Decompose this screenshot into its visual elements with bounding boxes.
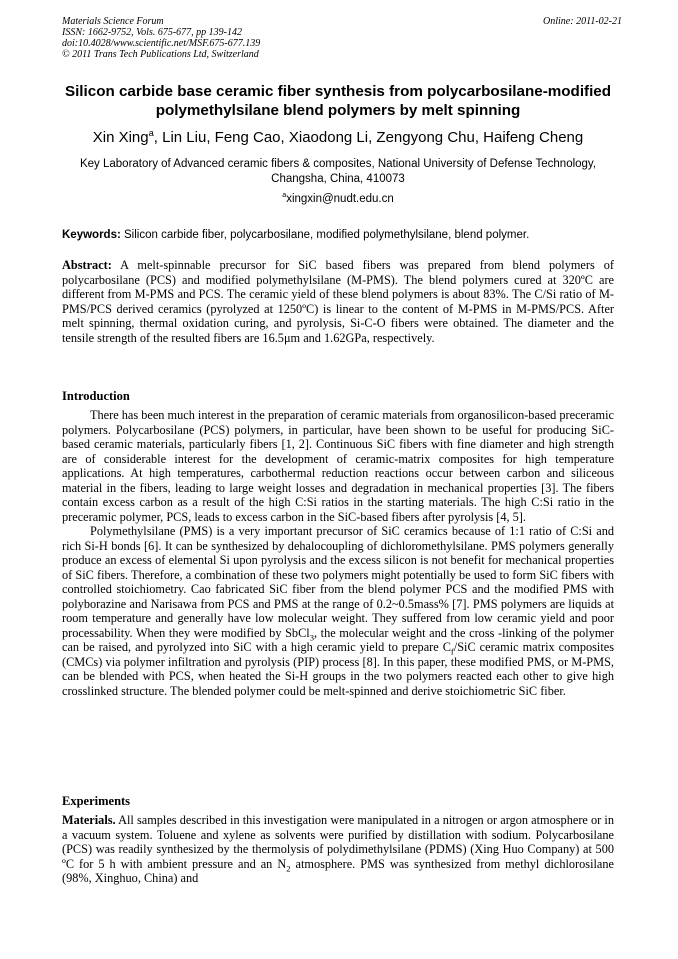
intro-paragraph-1: There has been much interest in the preparation of ceramic materials from organosilicon-based preceramic polymers. Polycarbosilane (PCS) polymers, in particular, have been shown to be useful for producing SiC-based ceramic materials, particularly fibers [1, 2]. Continuous SiC fibers with fine diameter and high strength are of considerable interest for the development of ceramic-matrix composites for high temperature applications. At high temperatures, carbothermal reduction reactions occur between carbon and siliceous material in the fibers, leading to large weight losses and degradation in mechanical properties [3]. The fibers contain excess carbon as a result of the high C:Si ratios in the starting materials. The high C:Si ratio in the preceramic polymer, PCS, leads to excess carbon in the SiC-based fibers after pyrolysis [4, 5]. [62, 408, 614, 524]
abstract-text: A melt-spinnable precursor for SiC based fibers was prepared from blend polymers of polycarbosilane (PCS) and modified polymethylsilane (M-PMS). The blend polymers cured at 320ºC are different from M-PMS and PCS. The ceramic yield of these blend polymers is about 83%. The C/Si ratio of M-PMS/PCS derived ceramics (pyrolyzed at 1250ºC) is linear to the content of M-PMS in M-PMS/PCS. After melt spinning, thermal oxidation curing, and pyrolysis, Si-C-O fibers were obtained. The diameter and the tensile strength of the resulted fibers are 16.5μm and 1.62GPa, respectively. [62, 258, 614, 345]
email-mark: a [282, 191, 287, 200]
intro-p2-sub-3: 3 [309, 631, 314, 642]
author-list [62, 128, 614, 148]
abstract-label: Abstract: [62, 258, 112, 272]
online-date: Online: 2011-02-21 [543, 16, 622, 27]
affiliation-mark: a [148, 128, 154, 138]
intro-p2-part-a: Polymethylsilane (PMS) is a very important precursor of SiC ceramics because of 1:1 ratio of C:Si and rich Si-H bonds [6]. It can be synthesized by dehalocoupling of dichloromethylsilane. PMS polymers generally produce an excess of elemental Si upon pyrolysis and the excess silicon is not benefit for mechanical properties of SiC fibers. Therefore, a combination of these two polymers might potentially be used to form SiC fibers with controlled stoichiometry. Cao fabricated SiC fiber from the blend polymer PCS and the modified PMS with polyborazine and Narisawa from PCS and PMS at the range of 0.2~0.5mass% [7]. PMS polymers are liquids at room temperature and generally have low molecular weight. They suffered from low ceramic yield and poor processability. When they were modified by SbCl [62, 524, 614, 640]
affiliation: Key Laboratory of Advanced ceramic fibers & composites, National University of Defense Technology, Changsha, China, 410073 [79, 158, 597, 185]
introduction-heading: Introduction [62, 389, 130, 403]
intro-p2-part-c: /SiC ceramic matrix composites (CMCs) via polymer infiltration and pyrolysis (PIP) process [8]. In this paper, these modified PMS, or M-PMS, can be blended with PCS, when heated the Si-H groups in the two polymers reacted each other to give high crosslinked structure. The blended polymer could be melt-spinned and derive stoichiometric SiC fiber. [62, 640, 615, 698]
journal-meta [62, 16, 622, 60]
materials-text-b: atmosphere. PMS was synthesized from methyl dichlorosilane (98%, Xinghuo, China) and [62, 856, 614, 885]
other-authors: , Lin Liu, Feng Cao, Xiaodong Li, Zengyong Chu, Haifeng Cheng [153, 129, 584, 146]
journal-name: Materials Science Forum [62, 16, 164, 27]
introduction-body [62, 408, 614, 698]
email-line [62, 192, 614, 206]
doi-line: doi:10.4028/www.scientific.net/MSF.675-677.139 [62, 38, 261, 49]
abstract [62, 258, 614, 345]
intro-p2-part-b: , the molecular weight and the cross -linking of the polymer can be raised, and pyrolyzed into SiC with a high ceramic yield to prepare C [62, 625, 614, 654]
copyright-line: © 2011 Trans Tech Publications Ltd, Switzerland [62, 49, 259, 60]
materials-paragraph [62, 813, 614, 886]
issn-line: ISSN: 1662-9752, Vols. 675-677, pp 139-142 [62, 27, 242, 38]
keywords-text: Silicon carbide fiber, polycarbosilane, modified polymethylsilane, blend polymer. [120, 229, 530, 241]
paper-title: Silicon carbide base ceramic fiber synthesis from polycarbosilane-modified polymethylsilane blend polymers by melt spinning [64, 83, 612, 119]
materials-sub-2: 2 [286, 862, 291, 873]
intro-paragraph-2 [62, 524, 614, 698]
intro-p2-sub-f: f [450, 646, 454, 657]
first-author: Xin Xing [92, 129, 149, 146]
email-address: xingxin@nudt.edu.cn [286, 193, 394, 205]
keywords-label: Keywords: [62, 229, 121, 241]
materials-label: Materials. [62, 813, 116, 827]
experiments-heading: Experiments [62, 794, 131, 808]
keywords [62, 228, 614, 243]
materials-text-a: All samples described in this investigation were manipulated in a nitrogen or argon atmosphere or in a vacuum system. Toluene and xylene as solvents were purified by distillation with sodium. Polycarbosilane (PCS) was readily synthesized by the thermolysis of polydimethylsilane (PDMS) (Xing Huo Company) at 500 ºC for 5 h with ambient pressure and an N [62, 813, 614, 871]
